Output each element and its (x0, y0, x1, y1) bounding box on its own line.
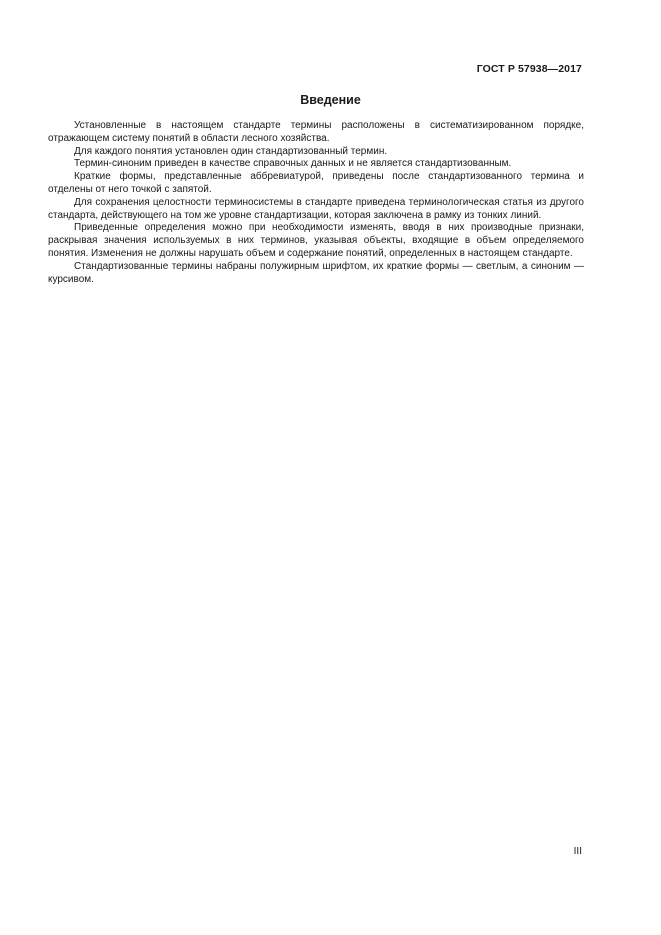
section-body (48, 120, 584, 286)
paragraph: Приведенные определения можно при необходимости изменять, вводя в них производные признаки, раскрывая значения используемых в них терминов, указывая объекты, входящие в объем определяемого понятия. Изменения не должны нарушать объем и содержание понятий, определенных в настоящем стандарте. (48, 222, 584, 259)
paragraph: Для сохранения целостности терминосистемы в стандарте приведена терминологическая статья из другого стандарта, действующего на том же уровне стандартизации, которая заключена в рамку из тонких линий. (48, 196, 584, 221)
document-code: ГОСТ Р 57938—2017 (476, 63, 582, 75)
paragraph: Установленные в настоящем стандарте термины расположены в систематизированном порядке, отражающем систему понятий в области лесного хозяйства. (48, 120, 584, 144)
paragraph: Стандартизованные термины набраны полужирным шрифтом, их краткие формы — светлым, а синоним — курсивом. (48, 260, 584, 285)
paragraph: Краткие формы, представленные аббревиатурой, приведены после стандартизованного термина и отделены от него точкой с запятой. (48, 171, 584, 195)
section-title: Введение (300, 93, 361, 107)
paragraph: Термин-синоним приведен в качестве справочных данных и не является стандартизованным. (74, 158, 512, 170)
page-number: III (573, 846, 582, 857)
paragraph: Для каждого понятия установлен один стандартизованный термин. (74, 145, 388, 157)
